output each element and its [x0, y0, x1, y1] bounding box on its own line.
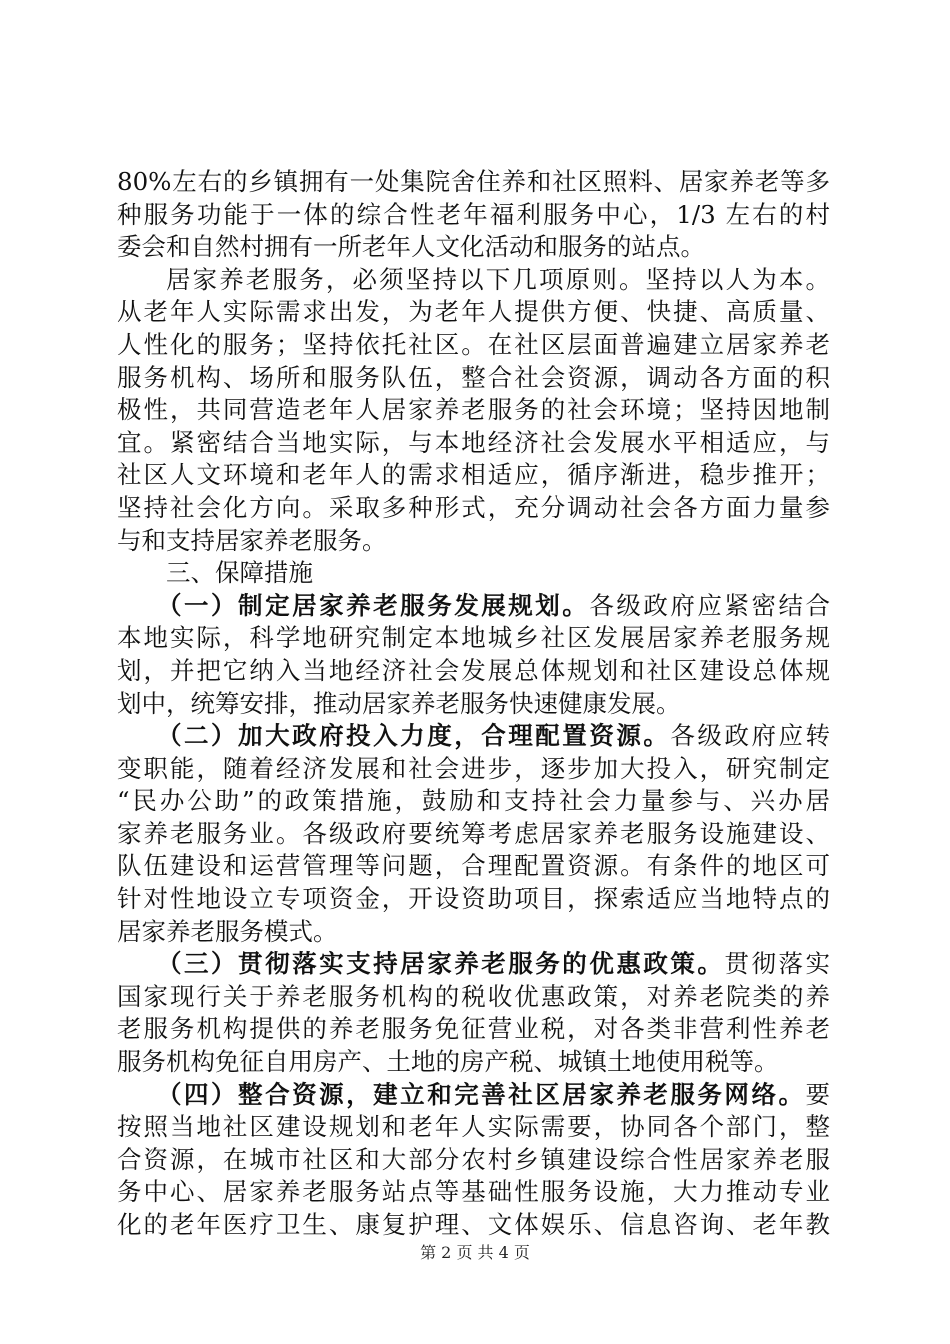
- paragraph-line: 种服务功能于一体的综合性老年福利服务中心，1/3 左右的村: [117, 199, 830, 229]
- paragraph-line: 针对性地设立专项资金，开设资助项目，探索适应当地特点的: [117, 884, 830, 914]
- paragraph-line: 按照当地社区建设规划和老年人实际需要，协同各个部门，整: [117, 1112, 830, 1142]
- paragraph-line: 国家现行关于养老服务机构的税收优惠政策，对养老院类的养: [117, 981, 830, 1011]
- subsection-heading: （二）加大政府投入力度，合理配置资源。: [157, 721, 671, 751]
- paragraph-line: 服务机构、场所和服务队伍，整合社会资源，调动各方面的积: [117, 362, 830, 392]
- paragraph-text: 各级政府应紧密结合: [589, 590, 830, 620]
- paragraph-line: 老服务机构提供的养老服务免征营业税，对各类非营利性养老: [117, 1014, 830, 1044]
- paragraph-line: 务中心、居家养老服务站点等基础性服务设施，大力推动专业: [117, 1177, 830, 1207]
- paragraph-line: 极性，共同营造老年人居家养老服务的社会环境；坚持因地制: [117, 395, 830, 425]
- paragraph-line: 委会和自然村拥有一所老年人文化活动和服务的站点。: [117, 232, 705, 262]
- paragraph-text: 贯彻落实: [724, 949, 830, 979]
- paragraph-line: 居家养老服务模式。: [117, 916, 338, 946]
- paragraph-line: 社区人文环境和老年人的需求相适应，循序渐进，稳步推开；: [117, 460, 830, 490]
- paragraph-line: 从老年人实际需求出发，为老年人提供方便、快捷、高质量、: [117, 297, 830, 327]
- paragraph-line: 合资源，在城市社区和大部分农村乡镇建设综合性居家养老服: [117, 1144, 830, 1174]
- paragraph-line: 宜。紧密结合当地实际，与本地经济社会发展水平相适应，与: [117, 427, 830, 457]
- subsection-heading: （四）整合资源，建立和完善社区居家养老服务网络。: [157, 1079, 806, 1109]
- paragraph-line: 化的老年医疗卫生、康复护理、文体娱乐、信息咨询、老年教: [117, 1210, 830, 1239]
- paragraph-line: 坚持社会化方向。采取多种形式，充分调动社会各方面力量参: [117, 492, 830, 522]
- paragraph-line: [117, 948, 830, 981]
- document-body: [117, 166, 830, 1242]
- paragraph-line: 服务机构免征自用房产、土地的房产税、城镇土地使用税等。: [117, 1047, 779, 1077]
- paragraph-line: 划中，统筹安排，推动居家养老服务快速健康发展。: [117, 688, 681, 718]
- paragraph-line: [117, 1079, 830, 1112]
- paragraph-line: 变职能，随着经济发展和社会进步，逐步加大投入，研究制定: [117, 753, 830, 783]
- paragraph-line: “民办公助”的政策措施，鼓励和支持社会力量参与、兴办居: [117, 786, 830, 816]
- paragraph-line: 80%左右的乡镇拥有一处集院舍住养和社区照料、居家养老等多: [117, 167, 830, 196]
- paragraph-line: 划，并把它纳入当地经济社会发展总体规划和社区建设总体规: [117, 655, 830, 685]
- paragraph-line: 家养老服务业。各级政府要统筹考虑居家养老服务设施建设、: [117, 818, 830, 848]
- subsection-heading: （一）制定居家养老服务发展规划。: [157, 590, 590, 620]
- paragraph-line: 与和支持居家养老服务。: [117, 525, 387, 555]
- paragraph-text: 各级政府应转: [670, 721, 830, 751]
- paragraph-line: 本地实际，科学地研究制定本地城乡社区发展居家养老服务规: [117, 623, 830, 653]
- subsection-heading: （三）贯彻落实支持居家养老服务的优惠政策。: [157, 949, 725, 979]
- paragraph-line: 队伍建设和运营管理等问题，合理配置资源。有条件的地区可: [117, 851, 830, 881]
- paragraph-line: [117, 590, 830, 623]
- section-heading: 三、保障措施: [166, 558, 313, 588]
- page-number-footer: 第 2 页 共 4 页: [420, 1243, 530, 1262]
- paragraph-text: 要: [805, 1079, 830, 1109]
- paragraph-line: 人性化的服务；坚持依托社区。在社区层面普遍建立居家养老: [117, 329, 830, 359]
- paragraph-line: [117, 720, 830, 753]
- paragraph-line: 居家养老服务，必须坚持以下几项原则。坚持以人为本。: [166, 264, 830, 294]
